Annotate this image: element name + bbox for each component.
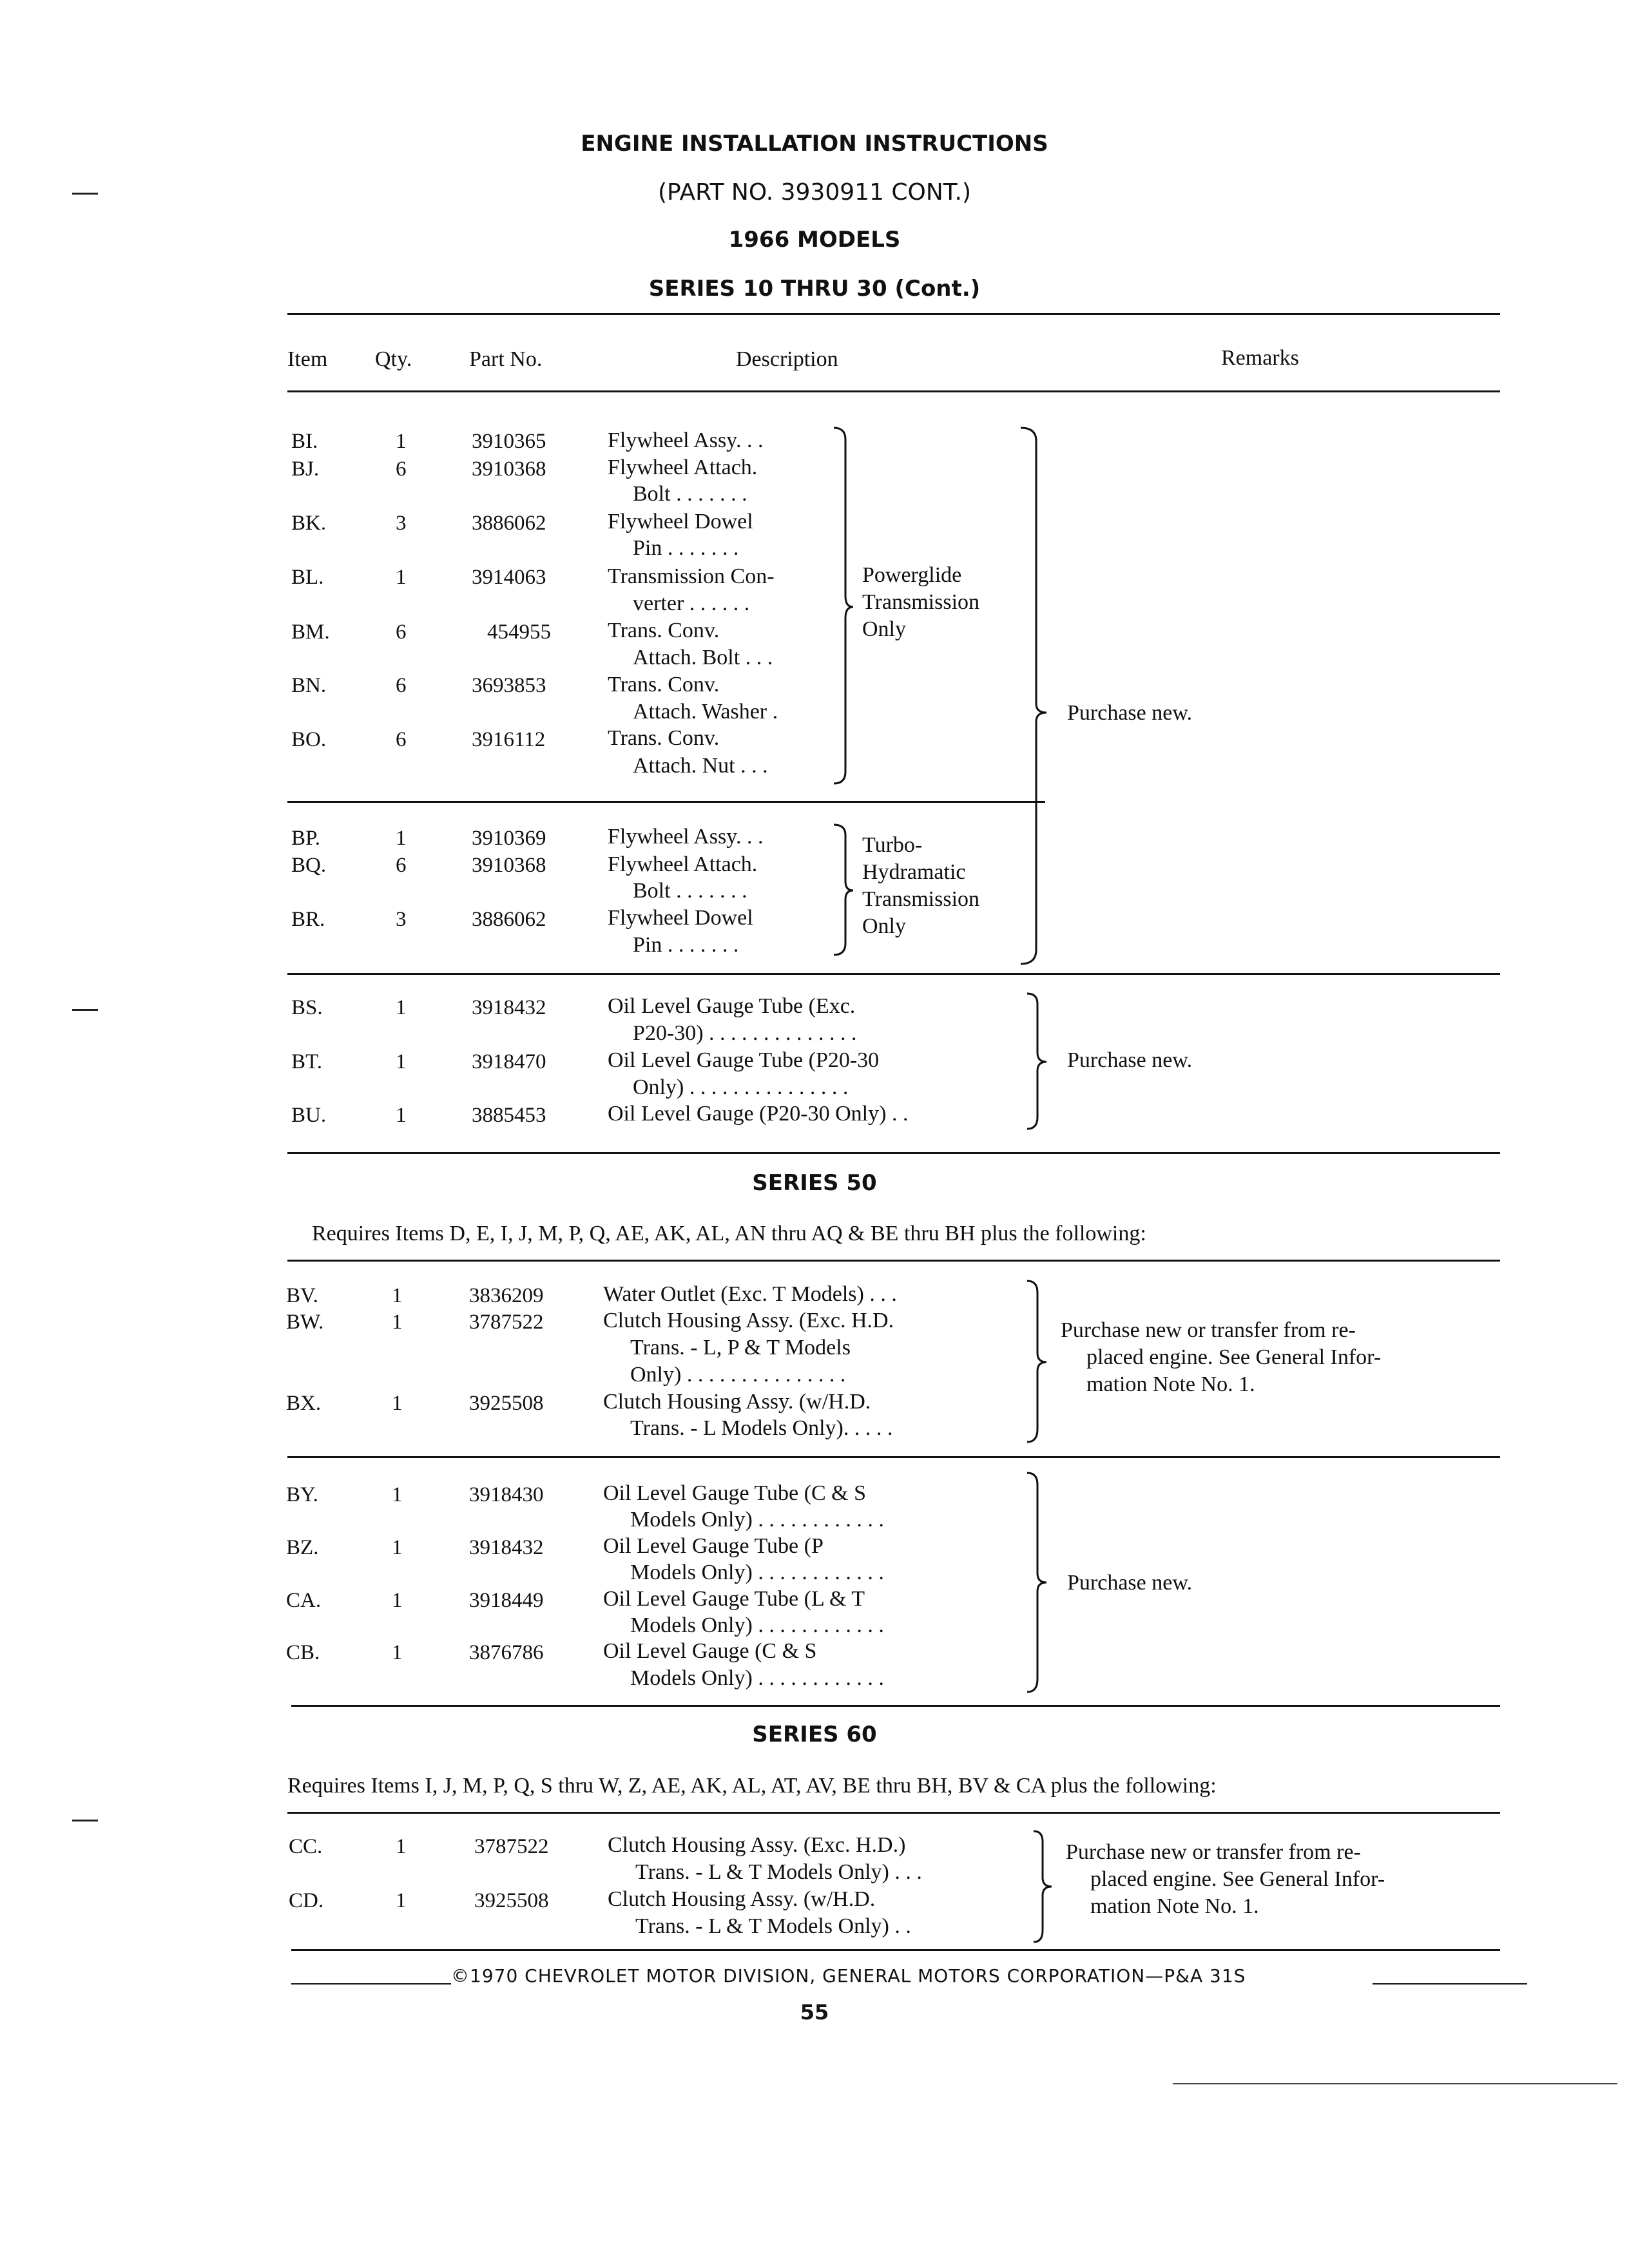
item-cell: BS.: [291, 996, 323, 1019]
brace-purchase-new-g3: [1025, 991, 1050, 1133]
description-cell: Flywheel Assy. . .: [608, 428, 764, 452]
group-divider: [287, 1456, 1500, 1458]
description-cell: Oil Level Gauge (P20-30 Only) . .: [608, 1102, 909, 1126]
col-description-header: Description: [736, 347, 838, 371]
series-heading: SERIES 10 THRU 30 (Cont.): [648, 276, 981, 302]
col-item-header: Item: [287, 347, 328, 371]
description-cont: P20-30) . . . . . . . . . . . . . .: [633, 1021, 857, 1045]
qty-cell: 6: [396, 620, 407, 644]
remark-purchase-new: Purchase new.: [1067, 1571, 1193, 1595]
remark-transfer-line: Purchase new or transfer from re-: [1061, 1318, 1356, 1342]
description-cell: Transmission Con-: [608, 564, 775, 588]
group-divider: [287, 973, 1500, 975]
qty-cell: 1: [396, 1835, 407, 1858]
series-50-heading: SERIES 50: [752, 1170, 877, 1196]
qty-cell: 1: [392, 1284, 403, 1307]
part-cell: 3885453: [472, 1104, 546, 1127]
part-cell: 3693853: [472, 674, 546, 697]
part-cell: 3910365: [472, 430, 546, 453]
part-cell: 3787522: [469, 1311, 544, 1334]
sub-remark-line: Only: [862, 914, 906, 938]
sub-remark-line: Turbo-: [862, 833, 923, 857]
qty-cell: 3: [396, 908, 407, 931]
description-cont: Trans. - L Models Only). . . . .: [630, 1416, 893, 1440]
item-cell: BW.: [286, 1311, 324, 1334]
item-cell: BZ.: [286, 1536, 319, 1559]
qty-cell: 1: [392, 1589, 403, 1612]
part-cell: 3918432: [472, 996, 546, 1019]
footer-rule-left: [291, 1983, 451, 1984]
qty-cell: 1: [396, 996, 407, 1019]
qty-cell: 6: [396, 457, 407, 481]
remark-transfer-line: mation Note No. 1.: [1090, 1894, 1259, 1918]
qty-cell: 1: [396, 827, 407, 850]
qty-cell: 6: [396, 728, 407, 751]
models-heading: 1966 MODELS: [728, 227, 901, 253]
part-cell: 3914063: [472, 566, 546, 589]
section-rule: [287, 1812, 1500, 1814]
section-rule: [287, 1260, 1500, 1262]
qty-cell: 3: [396, 512, 407, 535]
series-50-requires: Requires Items D, E, I, J, M, P, Q, AE, AK, AL, AN thru AQ & BE thru BH plus the following:: [312, 1222, 1146, 1245]
header-rule: [287, 313, 1500, 315]
section-rule: [291, 1705, 1500, 1707]
description-cont: Bolt . . . . . . .: [633, 482, 747, 506]
section-rule: [287, 1152, 1500, 1154]
description-cell: Water Outlet (Exc. T Models) . . .: [603, 1282, 897, 1306]
sub-remark-line: Hydramatic: [862, 860, 966, 884]
remark-transfer-line: mation Note No. 1.: [1086, 1372, 1255, 1396]
remark-transfer-line: placed engine. See General Infor-: [1090, 1867, 1385, 1891]
description-cont: Attach. Washer .: [633, 700, 778, 724]
sub-remark-line: Transmission: [862, 590, 980, 614]
description-cont: Trans. - L, P & T Models: [630, 1336, 851, 1360]
col-remarks-header: Remarks: [1221, 346, 1299, 370]
section-rule: [291, 1949, 1500, 1951]
part-cell: 3910369: [472, 827, 546, 850]
item-cell: BK.: [291, 512, 327, 535]
margin-mark: [72, 1009, 98, 1011]
part-cell: 454955: [487, 620, 551, 644]
part-cell: 3836209: [469, 1284, 544, 1307]
part-cell: 3910368: [472, 854, 546, 877]
qty-cell: 1: [392, 1641, 403, 1664]
remark-transfer-line: Purchase new or transfer from re-: [1066, 1840, 1361, 1864]
description-cont: Models Only) . . . . . . . . . . . .: [630, 1508, 884, 1532]
part-cell: 3910368: [472, 457, 546, 481]
item-cell: BL.: [291, 566, 324, 589]
brace-purchase-new-g12: [1018, 425, 1050, 966]
item-cell: BP.: [291, 827, 320, 850]
description-cont: Models Only) . . . . . . . . . . . .: [630, 1613, 884, 1637]
series-60-requires: Requires Items I, J, M, P, Q, S thru W, Z, AE, AK, AL, AT, AV, BE thru BH, BV & CA plus the following:: [287, 1774, 1217, 1798]
item-cell: BV.: [286, 1284, 318, 1307]
item-cell: BM.: [291, 620, 330, 644]
item-cell: BQ.: [291, 854, 327, 877]
description-cell: Oil Level Gauge (C & S: [603, 1639, 817, 1663]
bottom-stray-rule: [1173, 2083, 1617, 2084]
part-cell: 3918449: [469, 1589, 544, 1612]
item-cell: CC.: [289, 1835, 323, 1858]
description-cell: Flywheel Dowel: [608, 510, 753, 533]
sub-remark-line: Powerglide: [862, 563, 962, 587]
part-cell: 3918432: [469, 1536, 544, 1559]
description-cont: Only) . . . . . . . . . . . . . . .: [633, 1075, 849, 1099]
description-cont: Attach. Nut . . .: [633, 754, 768, 778]
description-cell: Flywheel Attach.: [608, 456, 758, 479]
item-cell: CD.: [289, 1889, 324, 1912]
description-cell: Oil Level Gauge Tube (Exc.: [608, 994, 856, 1018]
description-cont: Attach. Bolt . . .: [633, 646, 773, 669]
col-qty-header: Qty.: [375, 347, 412, 371]
part-cell: 3918430: [469, 1483, 544, 1506]
description-cell: Clutch Housing Assy. (w/H.D.: [608, 1887, 876, 1911]
column-header-rule: [287, 390, 1500, 392]
sub-remark-line: Transmission: [862, 887, 980, 911]
description-cell: Clutch Housing Assy. (w/H.D.: [603, 1390, 871, 1414]
copyright-line: ©1970 CHEVROLET MOTOR DIVISION, GENERAL MOTORS CORPORATION—P&A 31S: [451, 1965, 1246, 1986]
description-cell: Trans. Conv.: [608, 619, 720, 642]
description-cell: Oil Level Gauge Tube (P: [603, 1534, 824, 1558]
item-cell: BI.: [291, 430, 318, 453]
description-cell: Flywheel Assy. . .: [608, 825, 764, 849]
description-cont: verter . . . . . .: [633, 591, 750, 615]
item-cell: BX.: [286, 1392, 322, 1415]
part-cell: 3787522: [474, 1835, 549, 1858]
qty-cell: 1: [396, 1889, 407, 1912]
brace-powerglide: [831, 425, 857, 786]
qty-cell: 1: [396, 1104, 407, 1127]
part-cell: 3886062: [472, 908, 546, 931]
col-part-header: Part No.: [469, 347, 543, 371]
part-cell: 3916112: [472, 728, 546, 751]
qty-cell: 1: [396, 430, 407, 453]
series-60-heading: SERIES 60: [752, 1722, 877, 1747]
description-cell: Oil Level Gauge Tube (L & T: [603, 1587, 865, 1611]
qty-cell: 1: [392, 1392, 403, 1415]
description-cont: Trans. - L & T Models Only) . .: [635, 1914, 911, 1938]
description-cont: Pin . . . . . . .: [633, 933, 739, 957]
qty-cell: 1: [396, 566, 407, 589]
item-cell: CB.: [286, 1641, 320, 1664]
page-number: 55: [800, 2000, 829, 2024]
qty-cell: 6: [396, 674, 407, 697]
description-cell: Oil Level Gauge Tube (C & S: [603, 1481, 866, 1505]
item-cell: BJ.: [291, 457, 320, 481]
page-title: ENGINE INSTALLATION INSTRUCTIONS: [581, 131, 1048, 157]
part-cell: 3925508: [469, 1392, 544, 1415]
item-cell: CA.: [286, 1589, 322, 1612]
description-cont: Models Only) . . . . . . . . . . . .: [630, 1561, 884, 1584]
description-cell: Trans. Conv.: [608, 673, 720, 697]
remark-purchase-new: Purchase new.: [1067, 701, 1193, 725]
part-number-subtitle: (PART NO. 3930911 CONT.): [658, 179, 971, 206]
brace-transfer-s50: [1025, 1278, 1050, 1446]
item-cell: BR.: [291, 908, 325, 931]
remark-transfer-line: placed engine. See General Infor-: [1086, 1345, 1382, 1369]
footer-rule-right: [1373, 1983, 1527, 1984]
part-cell: 3918470: [472, 1050, 546, 1073]
description-cell: Flywheel Attach.: [608, 852, 758, 876]
qty-cell: 1: [392, 1483, 403, 1506]
qty-cell: 6: [396, 854, 407, 877]
part-cell: 3925508: [474, 1889, 549, 1912]
description-cont: Pin . . . . . . .: [633, 536, 739, 560]
qty-cell: 1: [392, 1311, 403, 1334]
description-cont: Only) . . . . . . . . . . . . . . .: [630, 1363, 846, 1387]
description-cell: Trans. Conv.: [608, 726, 720, 750]
brace-turbo-hydramatic: [831, 822, 857, 957]
item-cell: BY.: [286, 1483, 318, 1506]
description-cont: Trans. - L & T Models Only) . . .: [635, 1860, 922, 1884]
group-divider: [287, 801, 1045, 803]
part-cell: 3876786: [469, 1641, 544, 1664]
item-cell: BT.: [291, 1050, 322, 1073]
item-cell: BN.: [291, 674, 327, 697]
description-cell: Clutch Housing Assy. (Exc. H.D.: [603, 1309, 894, 1332]
description-cont: Bolt . . . . . . .: [633, 879, 747, 903]
brace-transfer-s60: [1031, 1829, 1057, 1945]
brace-purchase-new-s50: [1025, 1470, 1050, 1696]
item-cell: BU.: [291, 1104, 327, 1127]
description-cell: Oil Level Gauge Tube (P20-30: [608, 1048, 880, 1072]
qty-cell: 1: [392, 1536, 403, 1559]
description-cont: Models Only) . . . . . . . . . . . .: [630, 1666, 884, 1690]
sub-remark-line: Only: [862, 617, 906, 641]
item-cell: BO.: [291, 728, 327, 751]
description-cell: Flywheel Dowel: [608, 906, 753, 930]
margin-mark: [72, 1820, 98, 1821]
remark-purchase-new: Purchase new.: [1067, 1048, 1193, 1072]
part-cell: 3886062: [472, 512, 546, 535]
qty-cell: 1: [396, 1050, 407, 1073]
description-cell: Clutch Housing Assy. (Exc. H.D.): [608, 1833, 906, 1857]
